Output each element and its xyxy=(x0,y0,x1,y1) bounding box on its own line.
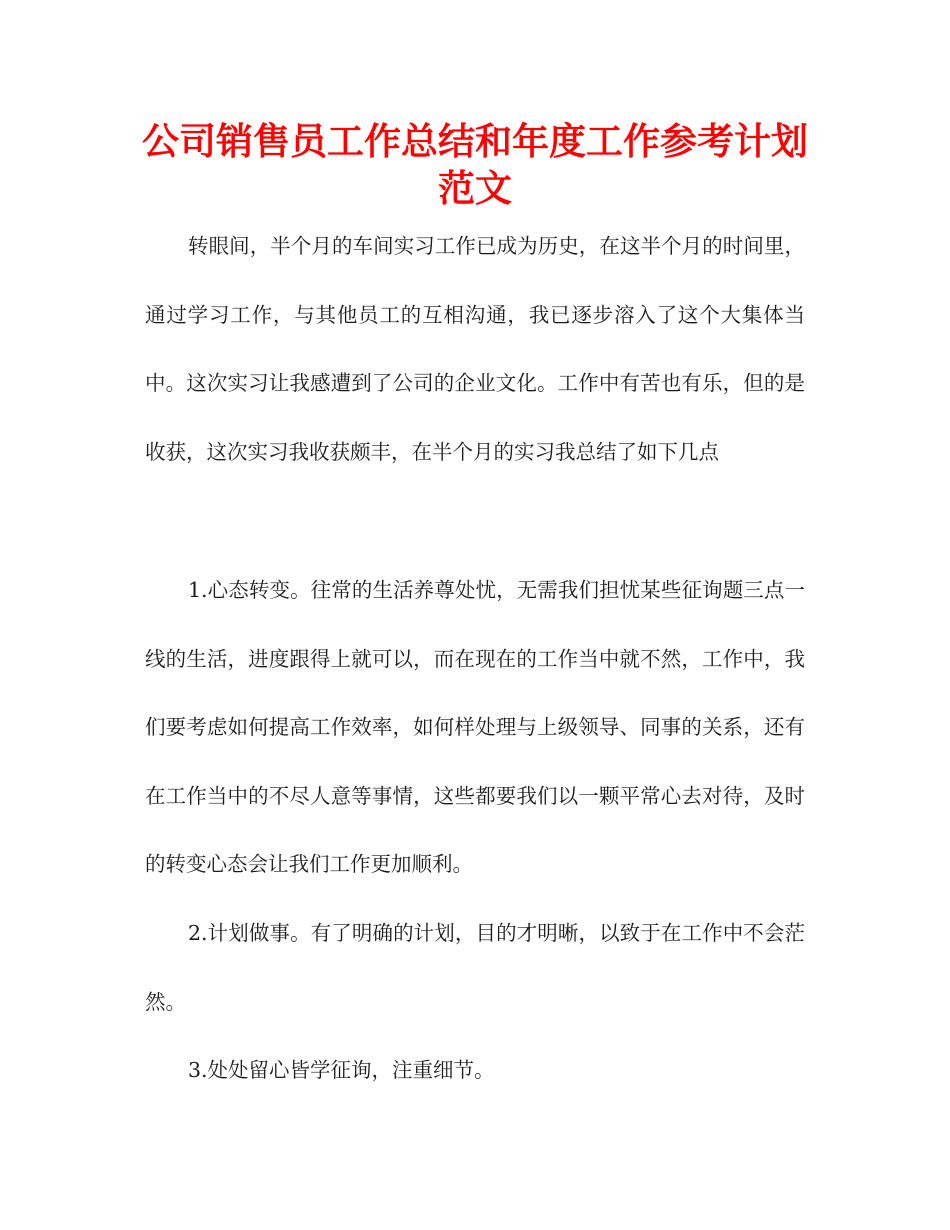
paragraph-point-2: 2.计划做事。有了明确的计划，目的才明晰，以致于在工作中不会茫然。 xyxy=(145,921,805,1014)
paragraph-point-3: 3.处处留心皆学征询，注重细节。 xyxy=(188,1058,495,1082)
paragraph-intro: 转眼间，半个月的车间实习工作已成为历史，在这半个月的时间里，通过学习工作，与其他员工的互相沟通，我已逐步溶入了这个大集体当中。这次实习让我感遭到了公司的企业文化。工作中有苦也有乐，但的是收获，这次实习我收获颇丰，在半个月的实习我总结了如下几点 xyxy=(145,234,805,464)
document-title: 公司销售员工作总结和年度工作参考计划范文 xyxy=(142,120,808,210)
paragraph-point-1: 1.心态转变。往常的生活养尊处忧，无需我们担忧某些征询题三点一线的生活，进度跟得上就可以，而在现在的工作当中就不然，工作中，我们要考虑如何提高工作效率，如何样处理与上级领导、同事的关系，还有在工作当中的不尽人意等事情，这些都要我们以一颗平常心去对待，及时的转变心态会让我们工作更加顺利。 xyxy=(145,578,805,877)
